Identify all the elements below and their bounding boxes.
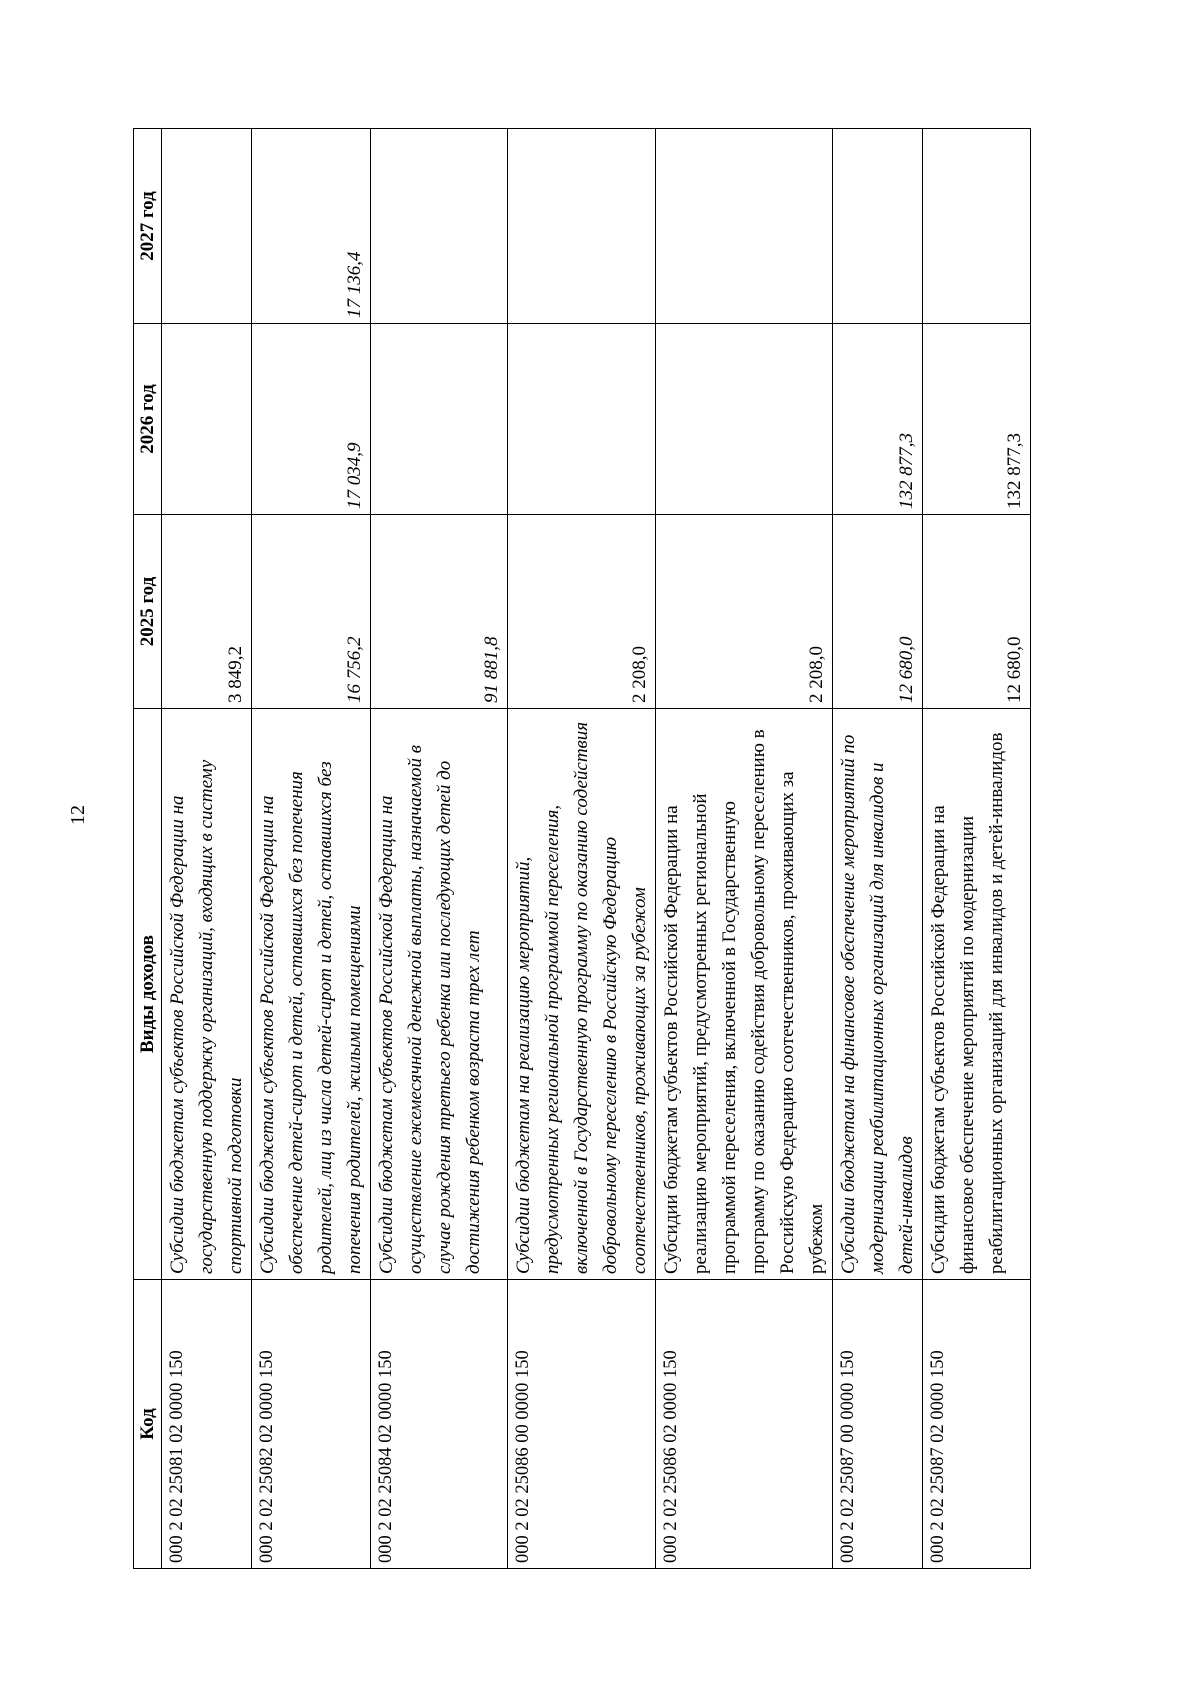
header-revenue-type: Виды доходов [134,709,162,1280]
table-header-row [134,129,162,1569]
row-value-2026 [162,324,252,515]
table-row [833,129,923,1569]
row-value-2025: 16 756,2 [252,515,371,709]
row-value-2025: 2 208,0 [508,515,656,709]
row-value-2026 [656,324,833,515]
header-2027: 2027 год [134,129,162,324]
row-value-2026: 132 877,3 [923,324,1031,515]
row-value-2026 [371,324,508,515]
row-code: 000 2 02 25086 00 0000 150 [508,1280,656,1569]
table-row [371,129,508,1569]
revenue-table-wrapper [133,129,1200,1569]
row-code: 000 2 02 25084 02 0000 150 [371,1280,508,1569]
row-value-2025: 2 208,0 [656,515,833,709]
row-revenue-type: Субсидии бюджетам субъектов Российской Федерации на государственную поддержку организаций, входящих в систему спортивной подготовки [162,709,252,1280]
row-value-2026: 132 877,3 [833,324,923,515]
row-revenue-type: Субсидии бюджетам субъектов Российской Федерации на обеспечение детей-сирот и детей, оставшихся без попечения родителей, лиц из числа детей-сирот и детей, оставшихся без попечения родителей, жилыми помещениями [252,709,371,1280]
table-row [656,129,833,1569]
header-code: Код [134,1280,162,1569]
header-2025: 2025 год [134,515,162,709]
row-value-2026: 17 034,9 [252,324,371,515]
row-value-2025: 12 680,0 [923,515,1031,709]
row-value-2025: 91 881,8 [371,515,508,709]
row-revenue-type: Субсидии бюджетам субъектов Российской Федерации на осуществление ежемесячной денежной выплаты, назначаемой в случае рождения третьего ребенка или последующих детей до достижения ребенком возраста трех лет [371,709,508,1280]
row-revenue-type: Субсидии бюджетам субъектов Российской Федерации на реализацию мероприятий, предусмотренных региональной программой переселения, включенной в Государственную программу по оказанию содействия добровольному переселению в Российскую Федерацию соотечественников, проживающих за рубежом [656,709,833,1280]
row-code: 000 2 02 25087 02 0000 150 [923,1280,1031,1569]
row-value-2027 [923,129,1031,324]
row-value-2026 [508,324,656,515]
table-row [252,129,371,1569]
row-value-2027 [833,129,923,324]
row-revenue-type: Субсидии бюджетам на финансовое обеспечение мероприятий по модернизации реабилитационных организаций для инвалидов и детей-инвалидов [833,709,923,1280]
page-number: 12 [67,805,89,825]
row-value-2027 [508,129,656,324]
row-revenue-type: Субсидии бюджетам на реализацию мероприятий, предусмотренных региональной программой переселения, включенной в Государственную программу по оказанию содействия добровольному переселению в Российскую Федерацию соотечественников, проживающих за рубежом [508,709,656,1280]
row-revenue-type: Субсидии бюджетам субъектов Российской Федерации на финансовое обеспечение мероприятий по модернизации реабилитационных организаций для инвалидов и детей-инвалидов [923,709,1031,1280]
revenue-table [133,128,1031,1569]
row-value-2027 [656,129,833,324]
row-value-2025: 12 680,0 [833,515,923,709]
row-value-2027: 17 136,4 [252,129,371,324]
row-code: 000 2 02 25086 02 0000 150 [656,1280,833,1569]
header-2026: 2026 год [134,324,162,515]
row-code: 000 2 02 25082 02 0000 150 [252,1280,371,1569]
table-row [508,129,656,1569]
row-value-2025: 3 849,2 [162,515,252,709]
row-code: 000 2 02 25081 02 0000 150 [162,1280,252,1569]
row-value-2027 [162,129,252,324]
table-row [162,129,252,1569]
table-row [923,129,1031,1569]
row-code: 000 2 02 25087 00 0000 150 [833,1280,923,1569]
row-value-2027 [371,129,508,324]
